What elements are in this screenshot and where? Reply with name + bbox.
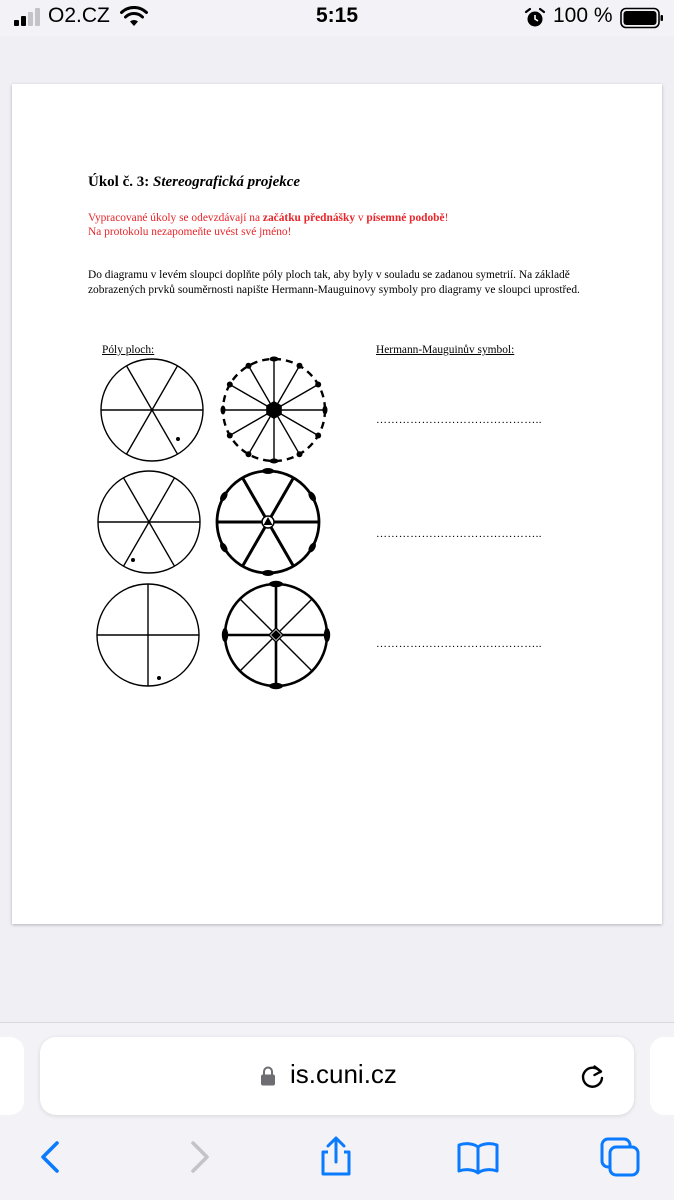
browser-bottom-bar: [0, 1022, 674, 1200]
task-instructions: Do diagramu v levém sloupci doplňte póly ploch tak, aby byly v souladu se zadanou symetrií. Na základě zobrazených prvků souměrnosti napište Hermann-Mauguinovy symboly pro diagramy ve sloupci uprostřed.: [88, 269, 580, 296]
back-icon[interactable]: [30, 1135, 74, 1179]
answer-line: ……………………………………..: [376, 638, 542, 650]
notice-text: !: [444, 212, 449, 224]
pole-diagram-1: [101, 359, 203, 461]
column-label-hm-symbol: Hermann-Mauguinův symbol:: [376, 344, 515, 356]
notice-bold: písemné podobě: [366, 212, 445, 224]
symmetry-diagram-3: [222, 581, 330, 689]
tabs-icon[interactable]: [598, 1135, 642, 1179]
answer-line: ……………………………………..: [376, 528, 542, 540]
alarm-icon: [524, 7, 546, 29]
previous-tab-peek[interactable]: [0, 1037, 24, 1115]
symmetry-diagram-1: [221, 357, 328, 464]
column-label-poles: Póly ploch:: [102, 344, 155, 356]
address-bar[interactable]: [40, 1037, 634, 1115]
carrier-name: O2.CZ: [48, 4, 110, 27]
notice-name-reminder: Na protokolu nezapomeňte uvést své jméno!: [88, 226, 292, 238]
status-bar: [0, 0, 674, 36]
notice-text: Vypracované úkoly se odevzdávají na: [88, 212, 263, 224]
stereographic-diagrams: [12, 84, 662, 924]
title-italic: Stereografická projekce: [153, 174, 301, 190]
forward-icon[interactable]: [176, 1135, 220, 1179]
bookmarks-icon[interactable]: [456, 1135, 500, 1179]
symmetry-diagram-2: [217, 468, 319, 576]
document-page[interactable]: [12, 84, 662, 924]
url-text[interactable]: is.cuni.cz: [290, 1059, 397, 1089]
next-tab-peek[interactable]: [650, 1037, 674, 1115]
pole-diagram-3: [97, 584, 199, 686]
battery-percentage: 100 %: [553, 4, 613, 27]
notice-bold: začátku přednášky: [262, 212, 356, 224]
clock: 5:15: [315, 4, 359, 27]
answer-line: ……………………………………..: [376, 414, 542, 426]
pole-diagram-2: [98, 471, 200, 573]
share-icon[interactable]: [314, 1135, 358, 1179]
reload-icon[interactable]: [578, 1061, 608, 1091]
title-prefix: Úkol č. 3:: [88, 174, 150, 190]
notice-text: v: [355, 212, 367, 224]
lock-icon: [260, 1065, 276, 1087]
battery-icon: [620, 7, 664, 29]
